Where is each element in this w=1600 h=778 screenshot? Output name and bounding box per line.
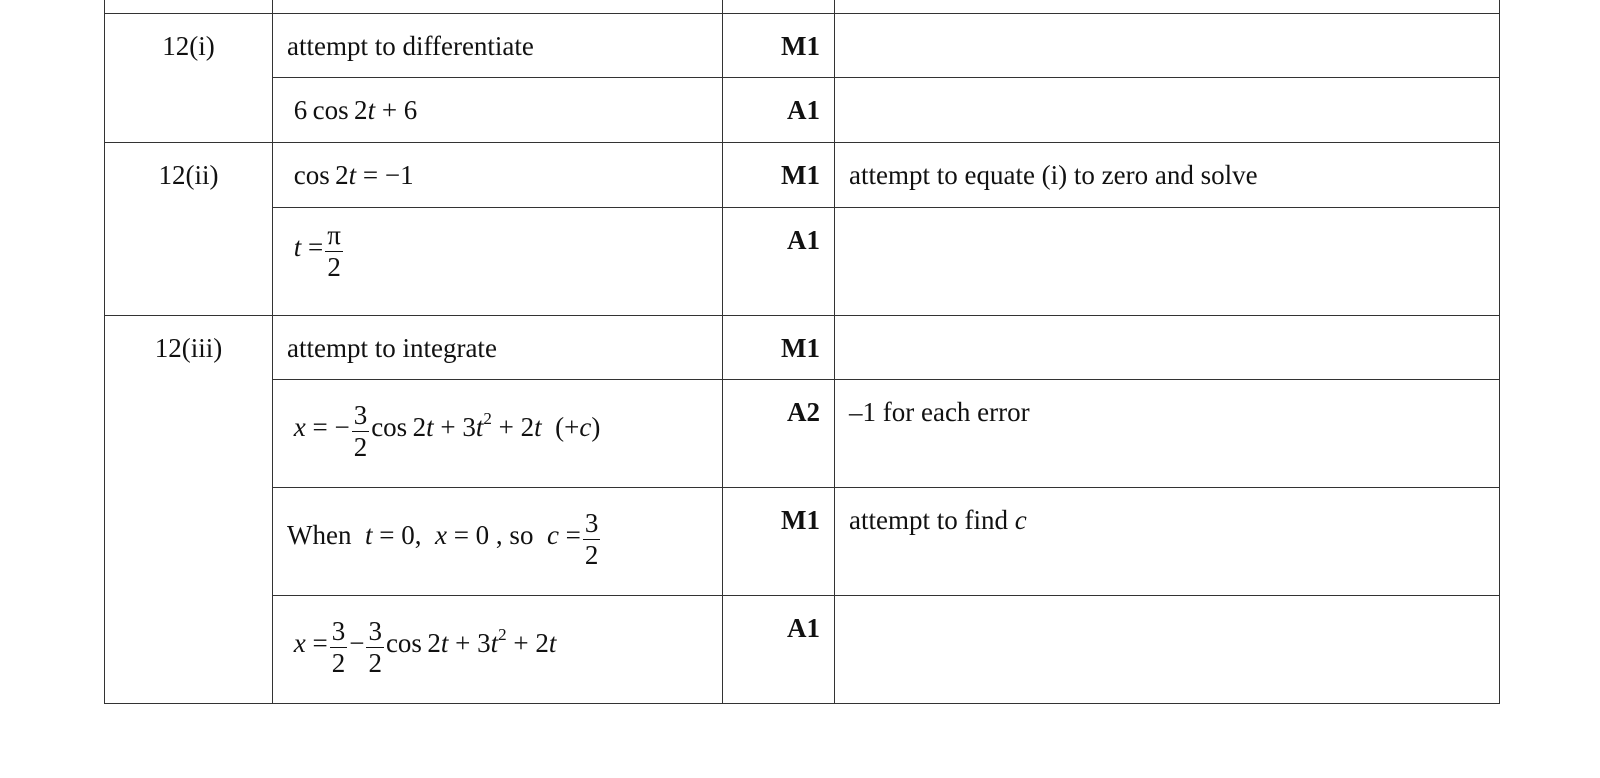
answer-math: cos 2t = −1: [287, 160, 414, 190]
answer-cell: [273, 0, 723, 14]
table-row: [105, 488, 1500, 596]
table-row: [105, 143, 1500, 208]
table-row: [105, 14, 1500, 78]
guidance-cell: [835, 316, 1500, 380]
guidance-cell: attempt to equate (i) to zero and solve: [835, 143, 1500, 208]
mark-cell: A2: [723, 380, 835, 488]
mark-cell: [723, 0, 835, 14]
question-number: 12(i): [105, 14, 273, 143]
answer-cell: [273, 208, 723, 316]
answer-cell: [273, 143, 723, 208]
answer-cell: attempt to integrate: [273, 316, 723, 380]
answer-math: When t = 0, x = 0 , so c = $\frac{3}{2}$: [287, 508, 599, 570]
guidance-cell: [835, 596, 1500, 704]
question-cell: [105, 0, 273, 14]
answer-math: x = $\frac{3}{2}$ − $\frac{3}{2}$ $\cos 2t + 3t^2 + 2t$: [293, 616, 557, 678]
table-row: [105, 596, 1500, 704]
mark-cell: M1: [723, 316, 835, 380]
guidance-cell: attempt to find c: [835, 488, 1500, 596]
mark-cell: M1: [723, 488, 835, 596]
table-row: [105, 0, 1500, 14]
answer-cell: attempt to differentiate: [273, 14, 723, 78]
mark-cell: A1: [723, 596, 835, 704]
table-row: [105, 78, 1500, 143]
answer-cell: [273, 380, 723, 488]
answer-math: x = − $\frac{3}{2}$ $\cos 2t + 3t^2 + 2t$ (+c): [293, 400, 601, 462]
mark-cell: M1: [723, 14, 835, 78]
mark-cell: A1: [723, 208, 835, 316]
guidance-cell: [835, 0, 1500, 14]
table-row: [105, 316, 1500, 380]
answer-math: t = $\frac{\pi}{2}$: [293, 220, 341, 282]
answer-cell: [273, 78, 723, 143]
guidance-cell: [835, 14, 1500, 78]
variable-c: c: [1014, 505, 1027, 535]
answer-cell: [273, 488, 723, 596]
guidance-cell: [835, 78, 1500, 143]
answer-cell: [273, 596, 723, 704]
guidance-cell: –1 for each error: [835, 380, 1500, 488]
answer-math: 6 cos 2t + 6: [287, 95, 418, 125]
guidance-cell: [835, 208, 1500, 316]
mark-cell: M1: [723, 143, 835, 208]
mark-scheme-table: [104, 0, 1500, 704]
question-number: 12(iii): [105, 316, 273, 704]
table-row: [105, 380, 1500, 488]
question-number: 12(ii): [105, 143, 273, 316]
mark-cell: A1: [723, 78, 835, 143]
table-row: [105, 208, 1500, 316]
